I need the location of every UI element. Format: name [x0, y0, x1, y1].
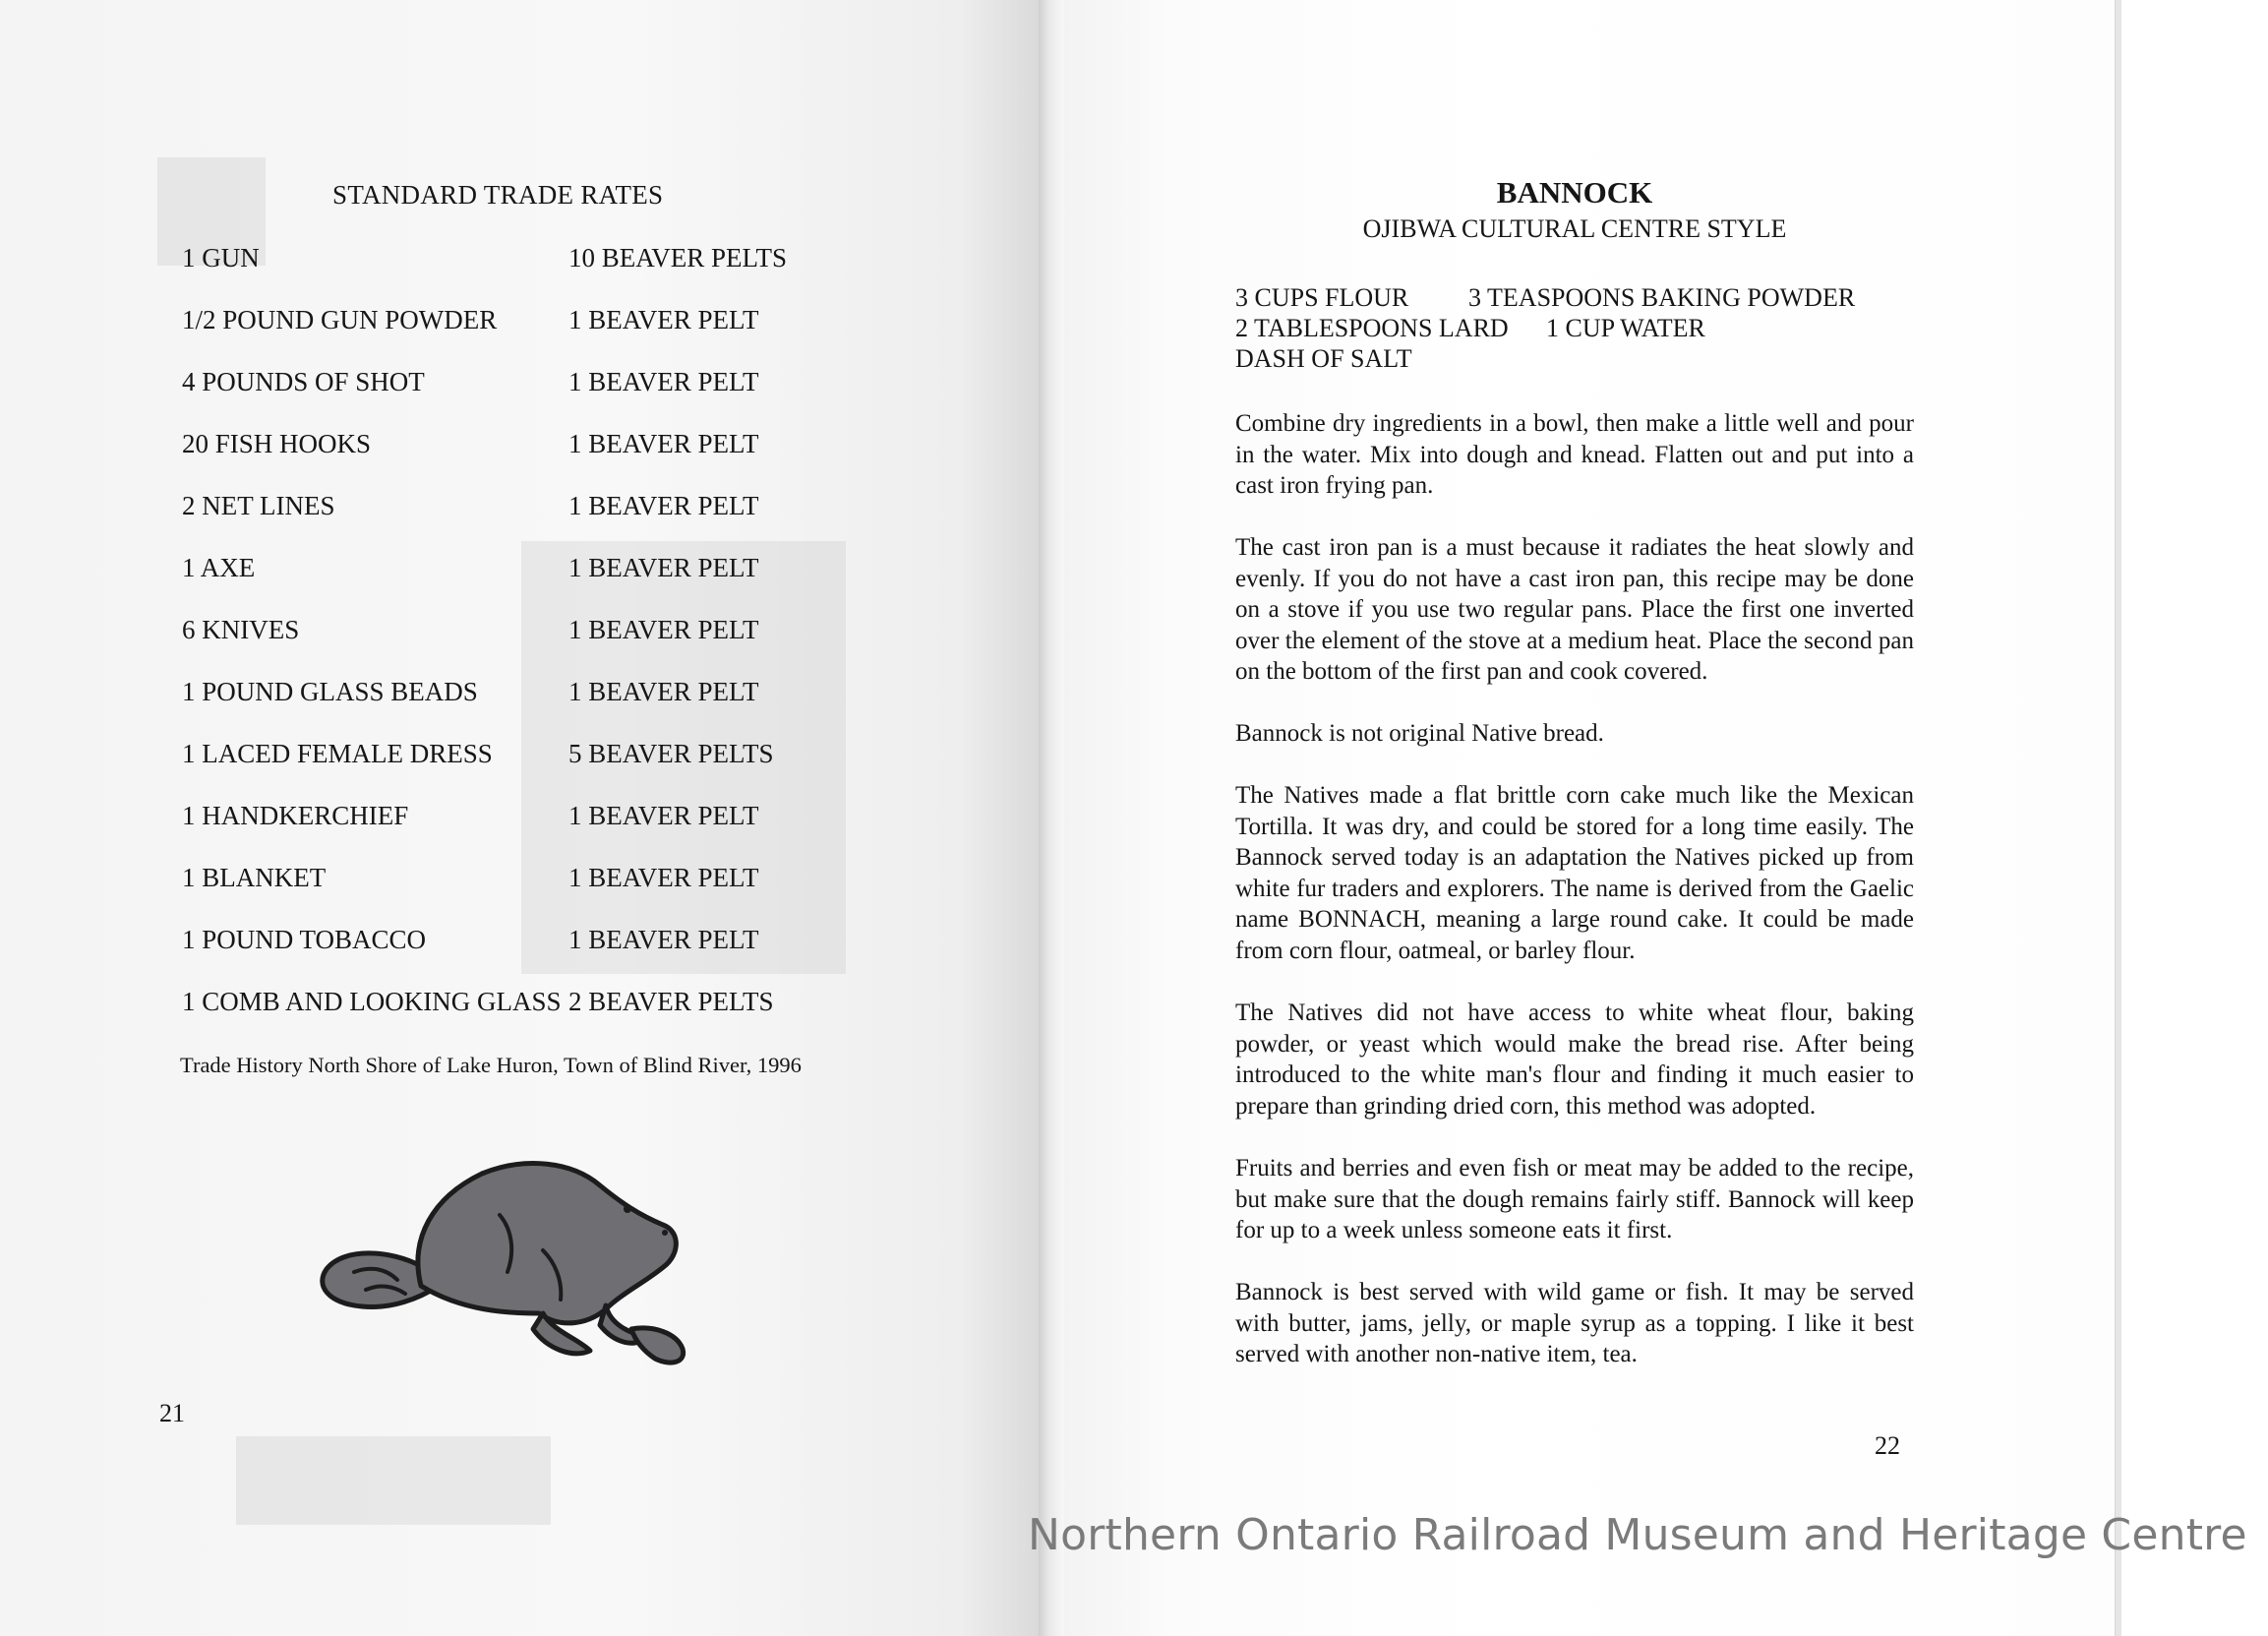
- trade-rates-title: STANDARD TRADE RATES: [332, 180, 664, 210]
- trade-row: [182, 553, 1008, 592]
- trade-price: 10 BEAVER PELTS: [568, 243, 788, 273]
- ingredient-lard: 2 TABLESPOONS LARD: [1235, 314, 1509, 342]
- trade-row: [182, 615, 1008, 654]
- trade-item: 1 POUND GLASS BEADS: [182, 677, 478, 706]
- trade-item: 1 LACED FEMALE DRESS: [182, 739, 493, 768]
- trade-item: 4 POUNDS OF SHOT: [182, 367, 425, 396]
- recipe-paragraph: Combine dry ingredients in a bowl, then make a little well and pour in the water. Mix into dough and knead. Flatten out and put into a cast iron frying pan.: [1235, 410, 1914, 499]
- ingredient-baking-powder: 3 TEASPOONS BAKING POWDER: [1468, 283, 1856, 312]
- trade-row: [182, 429, 1008, 468]
- trade-item: 1 GUN: [182, 243, 260, 273]
- trade-row: [182, 243, 1008, 282]
- trade-price: 1 BEAVER PELT: [568, 305, 759, 334]
- trade-row: [182, 987, 1008, 1026]
- beaver-nose: [662, 1230, 668, 1236]
- trade-row: [182, 863, 1008, 902]
- trade-row: [182, 305, 1008, 344]
- recipe-paragraph: Bannock is not original Native bread.: [1235, 720, 1604, 747]
- trade-price: 1 BEAVER PELT: [568, 615, 759, 644]
- museum-watermark: Northern Ontario Railroad Museum and Heritage Centre: [1028, 1510, 2247, 1560]
- trade-price: 1 BEAVER PELT: [568, 677, 759, 706]
- trade-price: 5 BEAVER PELTS: [568, 739, 774, 768]
- ingredient-salt: DASH OF SALT: [1235, 344, 1412, 373]
- trade-item: 20 FISH HOOKS: [182, 429, 372, 458]
- trade-row: [182, 801, 1008, 840]
- recipe-paragraph: The Natives did not have access to white wheat flour, baking powder, or yeast which would make the bread rise. After being introduced to the white man's flour and finding it much easier to prepare than grinding dried corn, this method was adopted.: [1235, 1000, 1914, 1120]
- recipe-paragraph: The Natives made a flat brittle corn cake much like the Mexican Tortilla. It was dry, and could be stored for a long time easily. The Bannock served today is an adaptation the Natives picked up from white fur traders and explorers. The name is derived from the Gaelic name BONNACH, meaning a large round cake. It could be made from corn flour, oatmeal, or barley flour.: [1235, 782, 1914, 964]
- trade-row: [182, 677, 1008, 716]
- recipe-paragraph: The cast iron pan is a must because it radiates the heat slowly and evenly. If you do not have a cast iron pan, this recipe may be done on a stove if you use two regular pans. Place the first one inverted over the element of the stove at a medium heat. Place the second pan on the bottom of the first pan and cook covered.: [1235, 534, 1914, 685]
- trade-price: 1 BEAVER PELT: [568, 429, 759, 458]
- beaver-eye: [624, 1205, 631, 1213]
- trade-row: [182, 925, 1008, 964]
- trade-row: [182, 367, 1008, 406]
- trade-item: 1 POUND TOBACCO: [182, 925, 427, 954]
- trade-price: 1 BEAVER PELT: [568, 925, 759, 954]
- page-edge: [2115, 0, 2121, 1636]
- trade-row: [182, 739, 1008, 778]
- trade-price: 1 BEAVER PELT: [568, 863, 759, 892]
- trade-price: 2 BEAVER PELTS: [568, 987, 774, 1016]
- trade-item: 1 AXE: [182, 553, 256, 582]
- trade-item: 1 BLANKET: [182, 863, 327, 892]
- trade-item: 6 KNIVES: [182, 615, 300, 644]
- recipe-paragraph: Bannock is best served with wild game or fish. It may be served with butter, jams, jelly, or maple syrup as a topping. I like it best served with another non-native item, tea.: [1235, 1279, 1914, 1367]
- recipe-paragraph: Fruits and berries and even fish or meat may be added to the recipe, but make sure that the dough remains fairly stiff. Bannock will keep for up to a week unless someone eats it first.: [1235, 1155, 1914, 1243]
- ingredient-water: 1 CUP WATER: [1546, 314, 1705, 342]
- trade-price: 1 BEAVER PELT: [568, 367, 759, 396]
- ingredient-flour: 3 CUPS FLOUR: [1235, 283, 1409, 312]
- recipe-title: BANNOCK: [1496, 175, 1653, 210]
- trade-item: 1 HANDKERCHIEF: [182, 801, 409, 830]
- book-spine: [1039, 0, 1064, 1636]
- trade-price: 1 BEAVER PELT: [568, 491, 759, 520]
- recipe-subtitle: OJIBWA CULTURAL CENTRE STYLE: [1362, 214, 1787, 243]
- beaver-illustration: [315, 1156, 698, 1377]
- page-number-left: 21: [159, 1399, 185, 1427]
- trade-item: 1/2 POUND GUN POWDER: [182, 305, 498, 334]
- trade-item: 2 NET LINES: [182, 491, 335, 520]
- trade-row: [182, 491, 1008, 530]
- trade-price: 1 BEAVER PELT: [568, 553, 759, 582]
- source-citation: Trade History North Shore of Lake Huron, Town of Blind River, 1996: [180, 1053, 802, 1077]
- trade-price: 1 BEAVER PELT: [568, 801, 759, 830]
- trade-item: 1 COMB AND LOOKING GLASS: [182, 987, 562, 1016]
- page-number-right: 22: [1875, 1431, 1900, 1460]
